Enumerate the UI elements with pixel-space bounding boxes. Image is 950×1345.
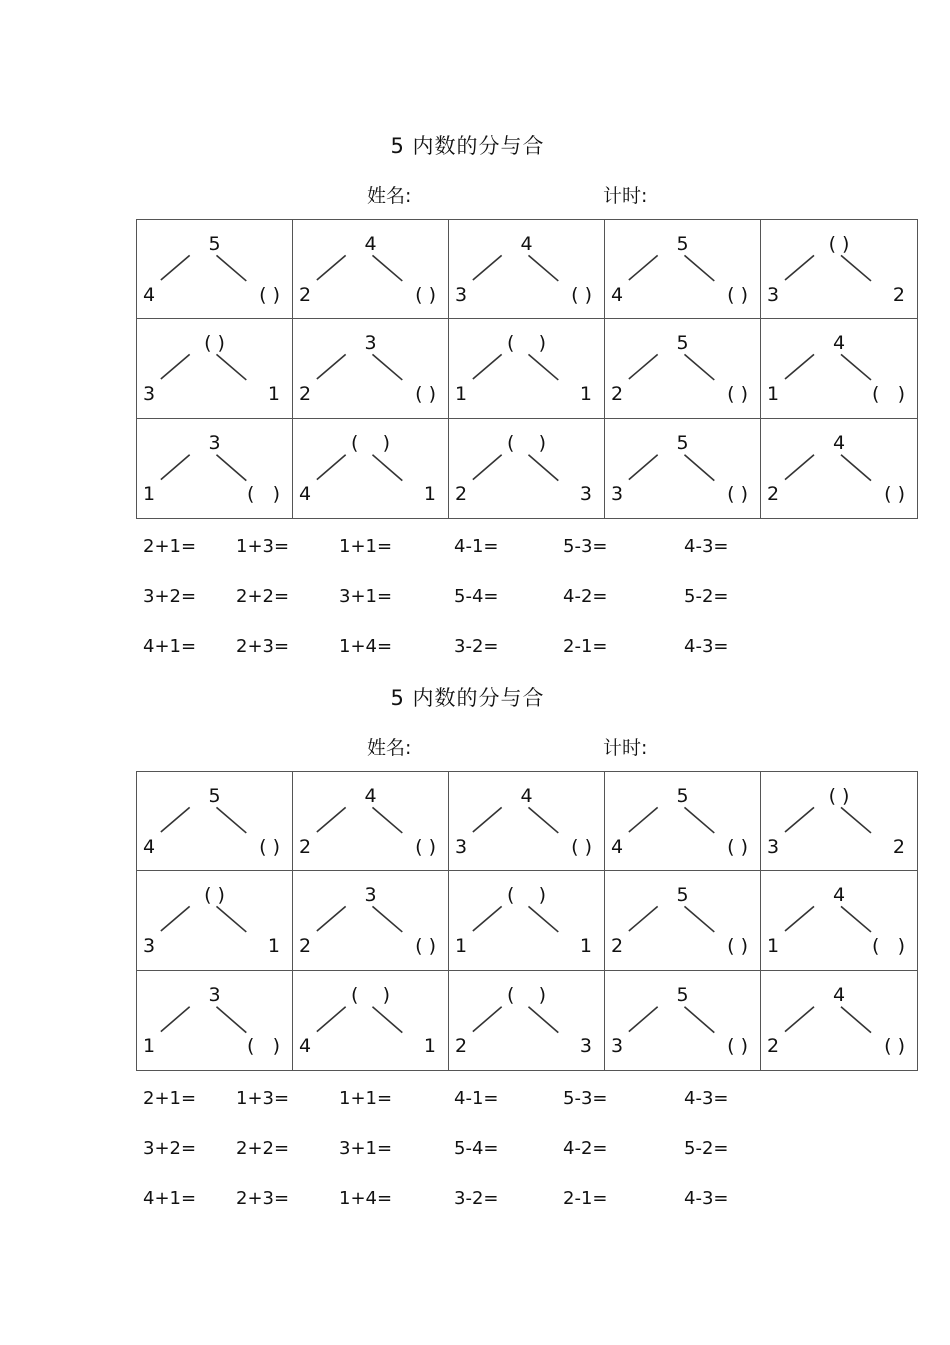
name-label: 姓名: bbox=[367, 185, 412, 207]
left-branch-line bbox=[161, 255, 190, 280]
bond-left-number: 2 bbox=[299, 284, 312, 306]
bond-right-number[interactable]: ( ) bbox=[259, 836, 280, 858]
number-bond-cell bbox=[761, 220, 917, 319]
bond-left-number: 3 bbox=[767, 284, 780, 306]
bond-top-number[interactable]: ( ) bbox=[204, 884, 225, 907]
equation: 2-1= bbox=[563, 636, 608, 657]
left-branch-line bbox=[473, 454, 502, 479]
equation: 4-1= bbox=[454, 536, 499, 557]
bond-right-number: 3 bbox=[579, 1034, 592, 1057]
number-bond-cell bbox=[761, 319, 917, 418]
left-branch-line bbox=[161, 1006, 190, 1031]
right-branch-line bbox=[372, 907, 402, 933]
left-branch-line bbox=[629, 255, 658, 280]
right-branch-line bbox=[216, 907, 246, 933]
equation: 3+1= bbox=[339, 1138, 393, 1159]
left-branch-line bbox=[317, 355, 346, 380]
time-label: 计时: bbox=[603, 185, 648, 207]
number-bond-cell bbox=[293, 871, 449, 970]
number-bond-cell bbox=[293, 220, 449, 319]
left-branch-line bbox=[629, 1006, 658, 1031]
number-bond-cell bbox=[761, 419, 917, 518]
right-branch-line bbox=[216, 255, 246, 281]
left-branch-line bbox=[629, 907, 658, 932]
equation: 2+3= bbox=[236, 1188, 290, 1209]
equation: 2+2= bbox=[236, 1138, 290, 1159]
bond-left-number: 1 bbox=[767, 383, 780, 406]
number-bond-cell bbox=[605, 419, 761, 518]
equation: 2+1= bbox=[143, 1088, 197, 1109]
number-bond-cell bbox=[449, 871, 605, 970]
equation: 4-2= bbox=[563, 1138, 608, 1159]
right-branch-line bbox=[684, 454, 714, 480]
time-label: 计时: bbox=[603, 737, 648, 759]
equation: 1+4= bbox=[339, 636, 393, 657]
equation: 4+1= bbox=[143, 1188, 197, 1209]
bond-top-number: 4 bbox=[364, 785, 377, 807]
bond-right-number[interactable]: ( ) bbox=[727, 836, 748, 858]
bond-left-number: 1 bbox=[455, 383, 468, 406]
right-branch-line bbox=[216, 454, 246, 480]
bond-left-number: 4 bbox=[299, 482, 312, 505]
bond-right-number[interactable]: ( ) bbox=[884, 482, 905, 505]
bond-right-number: 1 bbox=[267, 383, 280, 406]
bond-left-number: 3 bbox=[767, 836, 780, 858]
bond-right-number: 1 bbox=[579, 935, 592, 958]
worksheet-title: 5 内数的分与合 bbox=[390, 686, 545, 710]
equation: 3+2= bbox=[143, 586, 197, 607]
left-branch-line bbox=[629, 807, 658, 832]
number-bond-cell bbox=[137, 419, 293, 518]
number-bond-cell bbox=[293, 419, 449, 518]
left-branch-line bbox=[317, 807, 346, 832]
number-bond-cell bbox=[293, 319, 449, 418]
bond-left-number: 2 bbox=[299, 836, 312, 858]
bond-top-number: 5 bbox=[676, 431, 689, 454]
number-bond-cell bbox=[605, 971, 761, 1070]
equation: 5-3= bbox=[563, 536, 608, 557]
right-branch-line bbox=[841, 355, 871, 381]
bond-right-number[interactable]: ( ) bbox=[571, 836, 592, 858]
number-bond-cell bbox=[293, 772, 449, 871]
number-bond-cell bbox=[605, 220, 761, 319]
bond-top-number: 3 bbox=[364, 332, 377, 355]
bond-right-number[interactable]: ( ) bbox=[415, 284, 436, 306]
equation: 5-4= bbox=[454, 1138, 499, 1159]
bond-top-number[interactable]: ( ) bbox=[351, 983, 390, 1006]
left-branch-line bbox=[473, 907, 502, 932]
bond-top-number[interactable]: ( ) bbox=[507, 431, 546, 454]
left-branch-line bbox=[317, 255, 346, 280]
number-bond-grid bbox=[136, 219, 918, 519]
bond-top-number: 4 bbox=[520, 785, 533, 807]
bond-top-number[interactable]: ( ) bbox=[828, 233, 850, 255]
equation: 4+1= bbox=[143, 636, 197, 657]
left-branch-line bbox=[629, 355, 658, 380]
bond-top-number[interactable]: ( ) bbox=[507, 884, 546, 907]
number-bond-cell bbox=[137, 220, 293, 319]
name-label: 姓名: bbox=[367, 737, 412, 759]
left-branch-line bbox=[161, 807, 190, 832]
left-branch-line bbox=[317, 907, 346, 932]
equation: 3+1= bbox=[339, 586, 393, 607]
left-branch-line bbox=[785, 454, 814, 479]
right-branch-line bbox=[684, 807, 714, 833]
bond-right-number[interactable]: ( ) bbox=[571, 284, 592, 306]
right-branch-line bbox=[684, 907, 714, 933]
bond-left-number: 4 bbox=[611, 836, 624, 858]
bond-top-number: 5 bbox=[676, 785, 689, 807]
equation: 2+1= bbox=[143, 536, 197, 557]
bond-left-number: 2 bbox=[767, 1034, 780, 1057]
bond-left-number: 3 bbox=[455, 836, 468, 858]
number-bond-cell bbox=[293, 971, 449, 1070]
bond-left-number: 3 bbox=[611, 482, 624, 505]
equation: 1+4= bbox=[339, 1188, 393, 1209]
bond-left-number: 1 bbox=[143, 1034, 156, 1057]
bond-right-number[interactable]: ( ) bbox=[727, 935, 748, 958]
number-bond-cell bbox=[761, 772, 917, 871]
equation: 1+3= bbox=[236, 536, 290, 557]
bond-left-number: 3 bbox=[455, 284, 468, 306]
number-bond-cell bbox=[137, 319, 293, 418]
left-branch-line bbox=[785, 255, 814, 280]
left-branch-line bbox=[785, 807, 814, 832]
bond-left-number: 2 bbox=[455, 1034, 468, 1057]
equation: 4-3= bbox=[684, 536, 729, 557]
equation: 1+1= bbox=[339, 1088, 393, 1109]
left-branch-line bbox=[473, 807, 502, 832]
equation: 4-1= bbox=[454, 1088, 499, 1109]
bond-right-number[interactable]: ( ) bbox=[415, 383, 436, 406]
bond-top-number: 4 bbox=[832, 983, 846, 1006]
number-bond-cell bbox=[449, 971, 605, 1070]
equation-row bbox=[143, 1088, 843, 1138]
number-bond-cell bbox=[449, 419, 605, 518]
bond-right-number[interactable]: ( ) bbox=[727, 1034, 748, 1057]
equation: 3-2= bbox=[454, 636, 499, 657]
bond-top-number[interactable]: ( ) bbox=[507, 332, 546, 355]
equation-row bbox=[143, 1138, 843, 1188]
equation: 5-3= bbox=[563, 1088, 608, 1109]
equation: 2+2= bbox=[236, 586, 290, 607]
equation: 2+3= bbox=[236, 636, 290, 657]
right-branch-line bbox=[684, 355, 714, 381]
bond-right-number[interactable]: ( ) bbox=[872, 383, 905, 406]
equation: 1+3= bbox=[236, 1088, 290, 1109]
number-bond-cell bbox=[137, 971, 293, 1070]
equation: 5-2= bbox=[684, 1138, 729, 1159]
bond-top-number[interactable]: ( ) bbox=[828, 785, 850, 807]
right-branch-line bbox=[841, 907, 871, 933]
number-bond-cell bbox=[761, 971, 917, 1070]
bond-right-number[interactable]: ( ) bbox=[247, 1034, 280, 1057]
right-branch-line bbox=[528, 907, 558, 933]
left-branch-line bbox=[161, 355, 190, 380]
bond-left-number: 2 bbox=[299, 383, 312, 406]
bond-left-number: 4 bbox=[299, 1034, 312, 1057]
equation: 3-2= bbox=[454, 1188, 499, 1209]
left-branch-line bbox=[473, 355, 502, 380]
left-branch-line bbox=[785, 907, 814, 932]
number-bond-cell bbox=[449, 772, 605, 871]
number-bond-grid bbox=[136, 771, 918, 1071]
bond-top-number: 3 bbox=[364, 884, 377, 907]
worksheet-title: 5 内数的分与合 bbox=[390, 134, 545, 158]
right-branch-line bbox=[841, 1006, 871, 1032]
equation: 3+2= bbox=[143, 1138, 197, 1159]
bond-right-number[interactable]: ( ) bbox=[727, 383, 748, 406]
bond-top-number: 5 bbox=[676, 233, 689, 255]
bond-top-number[interactable]: ( ) bbox=[351, 431, 390, 454]
right-branch-line bbox=[684, 255, 714, 281]
bond-right-number: 1 bbox=[423, 482, 436, 505]
bond-top-number: 5 bbox=[676, 884, 689, 907]
equation: 2-1= bbox=[563, 1188, 608, 1209]
right-branch-line bbox=[216, 1006, 246, 1032]
bond-right-number[interactable]: ( ) bbox=[259, 284, 280, 306]
bond-right-number: 3 bbox=[579, 482, 592, 505]
bond-top-number: 5 bbox=[676, 332, 689, 355]
right-branch-line bbox=[528, 807, 558, 833]
bond-right-number: 2 bbox=[892, 836, 905, 858]
bond-left-number: 3 bbox=[611, 1034, 624, 1057]
bond-left-number: 2 bbox=[767, 482, 780, 505]
number-bond-cell bbox=[605, 871, 761, 970]
bond-right-number: 1 bbox=[423, 1034, 436, 1057]
bond-top-number[interactable]: ( ) bbox=[507, 983, 546, 1006]
right-branch-line bbox=[372, 807, 402, 833]
left-branch-line bbox=[317, 454, 346, 479]
number-bond-cell bbox=[137, 772, 293, 871]
bond-top-number: 4 bbox=[832, 884, 846, 907]
equation: 4-3= bbox=[684, 1088, 729, 1109]
bond-left-number: 2 bbox=[611, 935, 624, 958]
number-bond-cell bbox=[449, 319, 605, 418]
right-branch-line bbox=[841, 807, 871, 833]
number-bond-cell bbox=[137, 871, 293, 970]
bond-left-number: 4 bbox=[611, 284, 624, 306]
bond-right-number[interactable]: ( ) bbox=[872, 935, 905, 958]
right-branch-line bbox=[841, 255, 871, 281]
bond-top-number: 4 bbox=[832, 332, 846, 355]
bond-right-number: 2 bbox=[892, 284, 905, 306]
equation-row bbox=[143, 1188, 843, 1238]
left-branch-line bbox=[161, 454, 190, 479]
equation: 5-4= bbox=[454, 586, 499, 607]
left-branch-line bbox=[317, 1006, 346, 1031]
left-branch-line bbox=[473, 1006, 502, 1031]
bond-top-number: 4 bbox=[520, 233, 533, 255]
bond-right-number[interactable]: ( ) bbox=[415, 935, 436, 958]
right-branch-line bbox=[216, 807, 246, 833]
bond-left-number: 4 bbox=[143, 836, 156, 858]
bond-top-number: 5 bbox=[676, 983, 689, 1006]
equation: 5-2= bbox=[684, 586, 729, 607]
bond-top-number: 4 bbox=[832, 431, 846, 454]
bond-left-number: 3 bbox=[143, 383, 156, 406]
bond-top-number: 4 bbox=[364, 233, 377, 255]
number-bond-cell bbox=[605, 319, 761, 418]
equation: 1+1= bbox=[339, 536, 393, 557]
equation: 4-3= bbox=[684, 636, 729, 657]
right-branch-line bbox=[528, 454, 558, 480]
bond-left-number: 1 bbox=[143, 482, 156, 505]
left-branch-line bbox=[473, 255, 502, 280]
right-branch-line bbox=[841, 454, 871, 480]
right-branch-line bbox=[528, 355, 558, 381]
left-branch-line bbox=[161, 907, 190, 932]
bond-right-number: 1 bbox=[267, 935, 280, 958]
bond-top-number: 3 bbox=[208, 983, 221, 1006]
bond-right-number: 1 bbox=[579, 383, 592, 406]
right-branch-line bbox=[528, 1006, 558, 1032]
bond-top-number: 5 bbox=[208, 233, 221, 255]
bond-left-number: 2 bbox=[299, 935, 312, 958]
worksheet-1 bbox=[0, 0, 950, 657]
equation-list bbox=[143, 1088, 843, 1238]
number-bond-cell bbox=[605, 772, 761, 871]
bond-left-number: 2 bbox=[611, 383, 624, 406]
equation: 4-2= bbox=[563, 586, 608, 607]
bond-right-number[interactable]: ( ) bbox=[247, 482, 280, 505]
bond-left-number: 3 bbox=[143, 935, 156, 958]
equation: 4-3= bbox=[684, 1188, 729, 1209]
right-branch-line bbox=[216, 355, 246, 381]
bond-left-number: 1 bbox=[455, 935, 468, 958]
right-branch-line bbox=[372, 1006, 402, 1032]
number-bond-cell bbox=[449, 220, 605, 319]
right-branch-line bbox=[528, 255, 558, 281]
worksheet-2 bbox=[0, 552, 950, 1209]
bond-top-number: 3 bbox=[208, 431, 221, 454]
bond-top-number: 5 bbox=[208, 785, 221, 807]
right-branch-line bbox=[684, 1006, 714, 1032]
bond-right-number[interactable]: ( ) bbox=[415, 836, 436, 858]
bond-left-number: 2 bbox=[455, 482, 468, 505]
left-branch-line bbox=[785, 355, 814, 380]
bond-top-number[interactable]: ( ) bbox=[204, 332, 225, 355]
bond-right-number[interactable]: ( ) bbox=[727, 284, 748, 306]
left-branch-line bbox=[629, 454, 658, 479]
bond-left-number: 1 bbox=[767, 935, 780, 958]
right-branch-line bbox=[372, 454, 402, 480]
bond-left-number: 4 bbox=[143, 284, 156, 306]
right-branch-line bbox=[372, 355, 402, 381]
bond-right-number[interactable]: ( ) bbox=[884, 1034, 905, 1057]
right-branch-line bbox=[372, 255, 402, 281]
number-bond-cell bbox=[761, 871, 917, 970]
bond-right-number[interactable]: ( ) bbox=[727, 482, 748, 505]
left-branch-line bbox=[785, 1006, 814, 1031]
